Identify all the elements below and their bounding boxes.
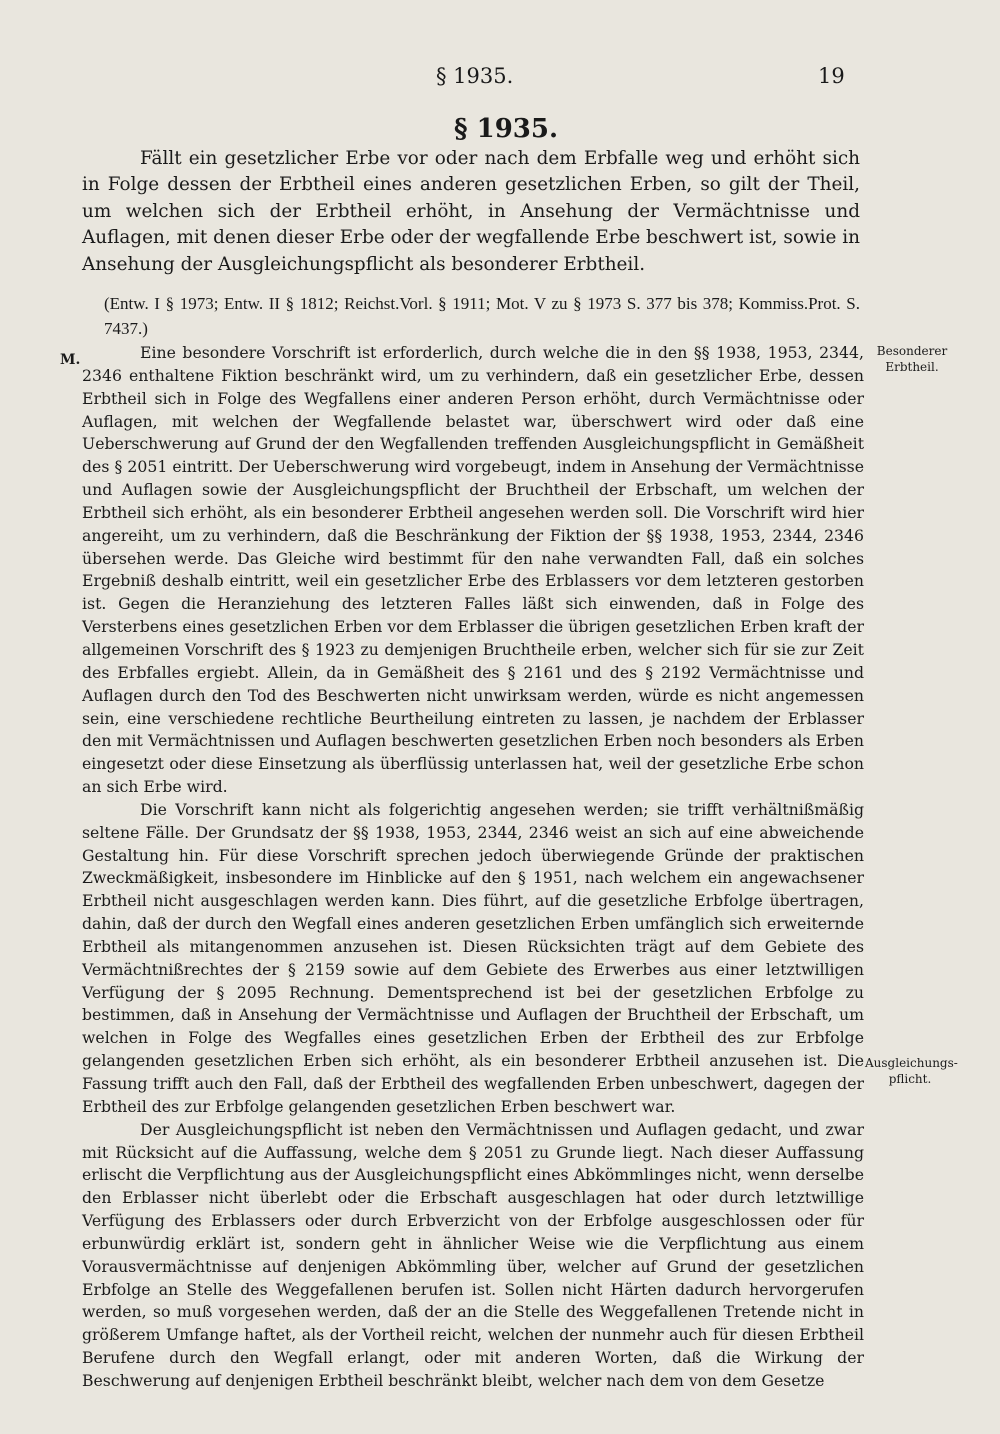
header-section: § 1935. [436, 64, 514, 88]
law-text: Fällt ein gesetzlicher Erbe vor oder nach dem Erbfalle weg und erhöht sich in Folge dessen der Erbtheil eines anderen gesetzlichen Erben, so gilt der Theil, um welchen sich der Erbtheil erhöht, in Ansehung der Vermächtnisse und Auflagen, mit denen dieser Erbe oder der wegfallende Erbe beschwert ist, sowie in Ansehung der Ausgleichungspflicht als besonderer Erbtheil. [82, 148, 860, 275]
commentary-paragraph: Eine besondere Vorschrift ist erforderlich, durch welche die in den §§ 1938, 1953, 2344, 2346 enthaltene Fiktion beschränkt wird, um zu verhindern, daß ein gesetzlicher Erbe, dessen Erbtheil sich in Folge des Wegfallens einer anderen Person erhöht, durch Vermächtnisse oder Auflagen, mit welchen der Wegfallende belastet war, überschwert wird oder daß eine Ueberschwerung auf Grund der den Wegfallenden treffenden Ausgleichungspflicht in Gemäßheit des § 2051 eintritt. Der Ueberschwerung wird vorgebeugt, indem in Ansehung der Vermächtnisse und Auflagen sowie der Ausgleichungspflicht der Bruchtheil der Erbschaft, um welchen der Erbtheil sich erhöht, als ein besonderer Erbtheil angesehen werden soll. Die Vorschrift wird hier angereiht, um zu verhindern, daß die Beschränkung der Fiktion der §§ 1938, 1953, 2344, 2346 übersehen werde. Das Gleiche wird bestimmt für den nahe verwandten Fall, daß ein solches Ergebniß deshalb eintritt, weil ein gesetzlicher Erbe des Erblassers vor dem letzteren gestorben ist. Gegen die Heranziehung des letzteren Falles läßt sich einwenden, daß in Folge des Versterbens eines gesetzlichen Erben vor dem Erblasser die übrigen gesetzlichen Erben kraft der allgemeinen Vorschrift des § 1923 zu demjenigen Bruchtheile erben, welcher sich für sie zur Zeit des Erbfalles ergiebt. Allein, da in Gemäßheit des § 2161 und des § 2192 Vermächtnisse und Auflagen durch den Tod des Beschwerten nicht unwirksam werden, würde es nicht angemessen sein, eine verschiedene rechtliche Beurtheilung eintreten zu lassen, je nachdem der Erblasser den mit Vermächtnissen und Auflagen beschwerten gesetzlichen Erben noch besonders als Erben eingesetzt oder diese Einsetzung als überflüssig unterlassen hat, weil der gesetzliche Erbe schon an sich Erbe wird. [82, 343, 864, 797]
running-header [0, 64, 1000, 94]
page-number: 19 [818, 64, 845, 88]
reference-citation: (Entw. I § 1973; Entw. II § 1812; Reichst.Vorl. § 1911; Mot. V zu § 1973 S. 377 bis 378; Kommiss.Prot. S. 7437.) [104, 294, 860, 338]
commentary-paragraph: Die Vorschrift kann nicht als folgerichtig angesehen werden; sie trifft verhältnißmäßig seltene Fälle. Der Grundsatz der §§ 1938, 1953, 2344, 2346 weist an sich auf eine abweichende Gestaltung hin. Für diese Vorschrift sprechen jedoch überwiegende Gründe der praktischen Zweckmäßigkeit, insbesondere im Hinblicke auf den § 1951, nach welchem ein angewachsener Erbtheil nicht ausgeschlagen werden kann. Dies führt, auf die gesetzliche Erbfolge übertragen, dahin, daß der durch den Wegfall eines anderen gesetzlichen Erben umfänglich sich erweiternde Erbtheil als mitangenommen anzusehen ist. Diesen Rücksichten trägt auf dem Gebiete des Vermächtnißrechtes der § 2159 sowie auf dem Gebiete des Erwerbes aus einer letztwilligen Verfügung der § 2095 Rechnung. Dementsprechend ist bei der gesetzlichen Erbfolge zu bestimmen, daß in Ansehung der Vermächtnisse und Auflagen der Bruchtheil der Erbschaft, um welchen in Folge des Wegfalles eines gesetzlichen Erben der Erbtheil des zur Erbfolge gelangenden gesetzlichen Erben sich erhöht, als ein besonderer Erbtheil anzusehen ist. Die Fassung trifft auch den Fall, daß der Erbtheil des wegfallenden Erben unbeschwert, dagegen der Erbtheil des zur Erbfolge gelangenden gesetzlichen Erben beschwert war. [82, 799, 864, 1116]
motive-marker: M. [60, 352, 81, 368]
commentary-body [82, 342, 864, 1393]
commentary-paragraph: Der Ausgleichungspflicht ist neben den Vermächtnissen und Auflagen gedacht, und zwar mit Rücksicht auf die Auffassung, welche dem § 2051 zu Grunde liegt. Nach dieser Auffassung erlischt die Verpflichtung aus der Ausgleichungspflicht eines Abkömmlinges nicht, wenn derselbe den Erblasser nicht überlebt oder die Erbschaft ausgeschlagen hat oder durch letztwillige Verfügung des Erblassers oder durch Erbverzicht von der Erbfolge ausgeschlossen oder für erbunwürdig erklärt ist, sondern geht in ähnlicher Weise wie die Verpflichtung aus einem Vorausvermächtnisse auf denjenigen Abkömmling über, welcher auf Grund der gesetzlichen Erbfolge an Stelle des Weggefallenen berufen ist. Sollen nicht Härten dadurch hervorgerufen werden, so muß vorgesehen werden, daß der an die Stelle des Weggefallenen Tretende nicht in größerem Umfange haftet, als der Vortheil reicht, welchen der nunmehr auch für diesen Erbtheil Berufene durch den Wegfall erlangt, oder mit anderen Worten, daß die Wirkung der Beschwerung auf denjenigen Erbtheil beschränkt bleibt, welcher nach dem von dem Gesetze [82, 1119, 864, 1390]
section-heading: § 1935. [453, 114, 559, 144]
margin-note: Ausgleichungs-pflicht. [865, 1056, 958, 1086]
margin-note: Besonderer Erbtheil. [876, 344, 948, 374]
